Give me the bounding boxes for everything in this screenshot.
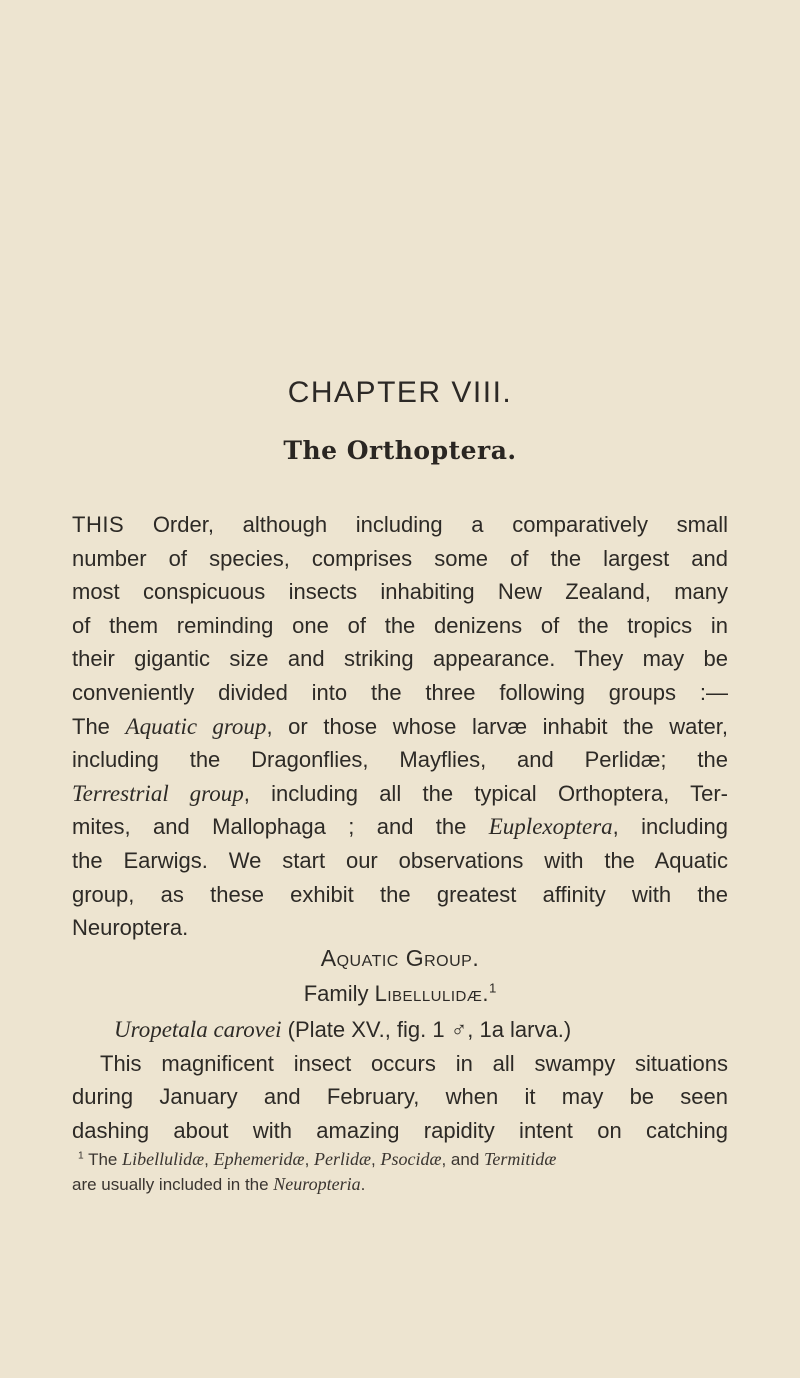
text-line: The Aquatic group, or those whose larvæ inhabit the water, xyxy=(72,713,728,739)
text-line: Neuroptera. xyxy=(72,915,189,941)
text-line: including the Dragonflies, Mayflies, and Perlidæ; the xyxy=(72,747,728,773)
footnote-line: $^1$ The Libellulidæ, Ephemeridæ, Perlidæ, Psocidæ, and Termitidæ xyxy=(78,1149,557,1169)
text-line: the Earwigs. We start our observations with the Aquatic xyxy=(72,847,728,873)
footnote-line: are usually included in the Neuropteria. xyxy=(72,1174,366,1194)
aquatic-group-heading: Aquatic Group. xyxy=(320,945,480,971)
text-line: group, as these exhibit the greatest affinity with the xyxy=(72,881,728,907)
intro-paragraph xyxy=(72,508,728,945)
family-heading: Family Libellulidæ.$^1$ xyxy=(303,980,497,1006)
section-title: The Orthoptera. xyxy=(283,436,517,465)
chapter-heading: CHAPTER VIII. xyxy=(287,376,513,409)
text-line: THIS Order, although including a comparatively small xyxy=(72,512,728,537)
text-line: during January and February, when it may be seen xyxy=(72,1084,728,1110)
text-line: of them reminding one of the denizens of the tropics in xyxy=(72,612,728,638)
text-line: This magnificent insect occurs in all swampy situations xyxy=(100,1050,728,1076)
text-line: their gigantic size and striking appearance. They may be xyxy=(72,646,728,672)
footnote-marker: 1 xyxy=(488,980,497,996)
species-section xyxy=(72,1013,728,1147)
text-line: Terrestrial group, including all the typical Orthoptera, Ter- xyxy=(72,780,728,806)
species-heading: Uropetala carovei (Plate XV., fig. 1 ♂, 1a larva.) xyxy=(114,1017,572,1042)
text-line: conveniently divided into the three following groups :— xyxy=(72,679,728,705)
footnote xyxy=(72,1147,728,1197)
text-line: dashing about with amazing rapidity intent on catching xyxy=(72,1117,728,1143)
text-line: number of species, comprises some of the largest and xyxy=(72,545,728,571)
text-line: most conspicuous insects inhabiting New Zealand, many xyxy=(72,579,728,605)
text-line: mites, and Mallophaga ; and the Euplexoptera, including xyxy=(72,814,728,840)
